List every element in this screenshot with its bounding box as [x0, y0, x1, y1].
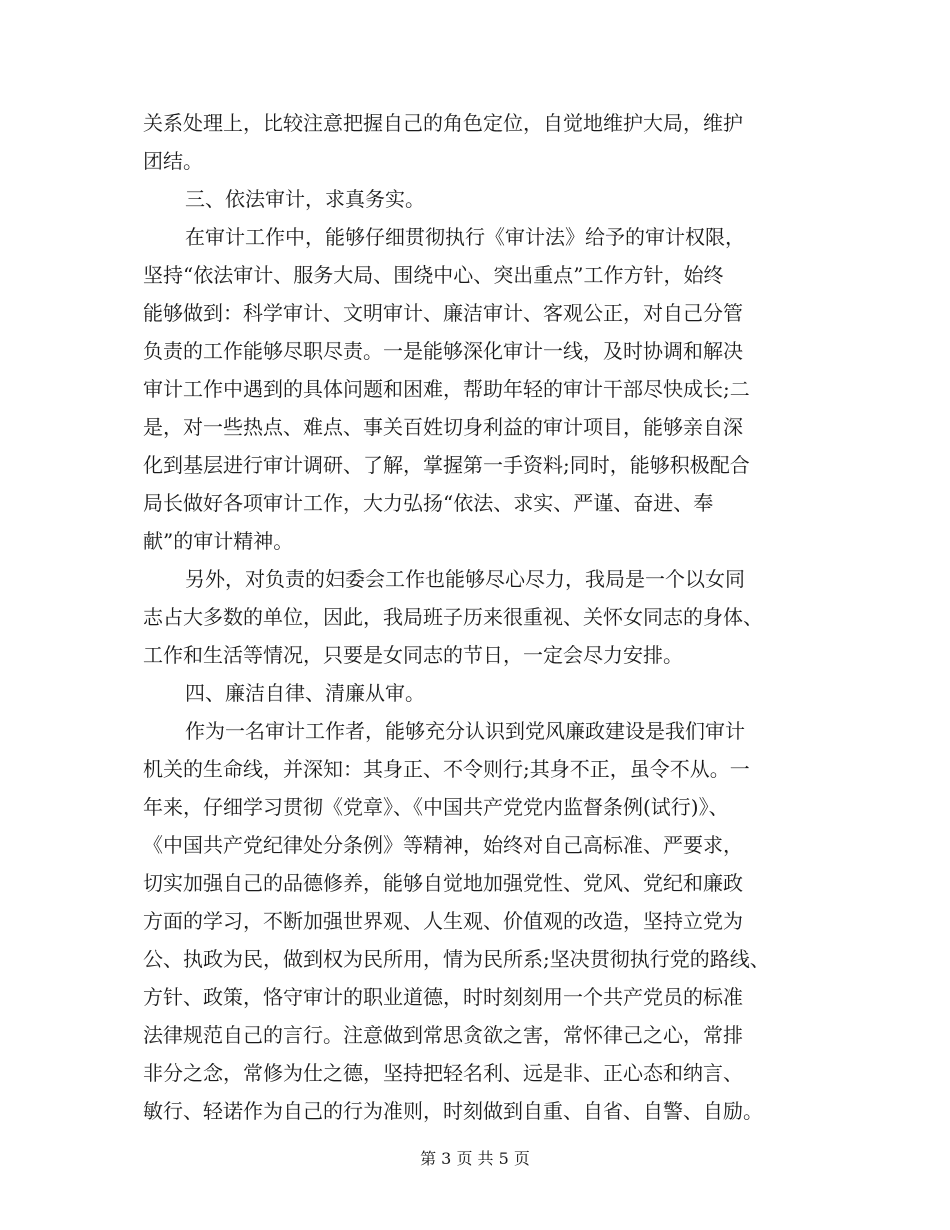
- text-line: 局长做好各项审计工作，大力弘扬“依法、求实、严谨、奋进、奉: [143, 491, 714, 515]
- text-line: 能够做到：科学审计、文明审计、廉洁审计、客观公正，对自己分管: [143, 301, 743, 325]
- text-line: 非分之念，常修为仕之德，坚持把轻名利、远是非、正心态和纳言、: [143, 1061, 743, 1085]
- text-line: 《中国共产党纪律处分条例》等精神，始终对自己高标准、严要求，: [143, 833, 743, 857]
- paragraph-start: 作为一名审计工作者，能够充分认识到党风廉政建设是我们审计: [185, 719, 745, 743]
- text-line: 献”的审计精神。: [143, 529, 294, 553]
- page-number-footer: 第 3 页 共 5 页: [420, 1149, 530, 1168]
- text-line: 关系处理上，比较注意把握自己的角色定位，自觉地维护大局，维护: [143, 111, 743, 135]
- text-line: 工作和生活等情况，只要是女同志的节日，一定会尽力安排。: [143, 643, 683, 667]
- text-line: 方针、政策，恪守审计的职业道德，时时刻刻用一个共产党员的标准: [143, 985, 743, 1009]
- text-line: 敏行、轻诺作为自己的行为准则，时刻做到自重、自省、自警、自励。: [143, 1099, 763, 1123]
- text-line: 审计工作中遇到的具体问题和困难，帮助年轻的审计干部尽快成长;二: [143, 377, 750, 401]
- text-line: 机关的生命线，并深知：其身正、不令则行;其身不正，虽令不从。一: [143, 757, 750, 781]
- text-line: 方面的学习，不断加强世界观、人生观、价值观的改造，坚持立党为: [143, 909, 743, 933]
- paragraph-start: 另外，对负责的妇委会工作也能够尽心尽力，我局是一个以女同: [185, 567, 745, 591]
- text-line: 坚持“依法审计、服务大局、围绕中心、突出重点”工作方针，始终: [143, 263, 724, 287]
- section-heading: 四、廉洁自律、清廉从审。: [185, 681, 425, 705]
- text-line: 负责的工作能够尽职尽责。一是能够深化审计一线，及时协调和解决: [143, 339, 743, 363]
- text-line: 是，对一些热点、难点、事关百姓切身利益的审计项目，能够亲自深: [143, 415, 743, 439]
- text-line: 公、执政为民，做到权为民所用，情为民所系;坚决贯彻执行党的路线、: [143, 947, 770, 971]
- text-line: 年来，仔细学习贯彻《党章》、《中国共产党党内监督条例(试行)》、: [143, 795, 729, 819]
- paragraph-start: 在审计工作中，能够仔细贯彻执行《审计法》给予的审计权限，: [185, 225, 745, 249]
- text-line: 团结。: [143, 149, 203, 173]
- text-line: 法律规范自己的言行。注意做到常思贪欲之害，常怀律己之心，常排: [143, 1023, 743, 1047]
- text-line: 切实加强自己的品德修养，能够自觉地加强党性、党风、党纪和廉政: [143, 871, 743, 895]
- text-line: 化到基层进行审计调研、了解，掌握第一手资料;同时，能够积极配合: [143, 453, 750, 477]
- text-line: 志占大多数的单位，因此，我局班子历来很重视、关怀女同志的身体、: [143, 605, 763, 629]
- section-heading: 三、依法审计，求真务实。: [185, 187, 425, 211]
- document-body: [143, 104, 823, 1130]
